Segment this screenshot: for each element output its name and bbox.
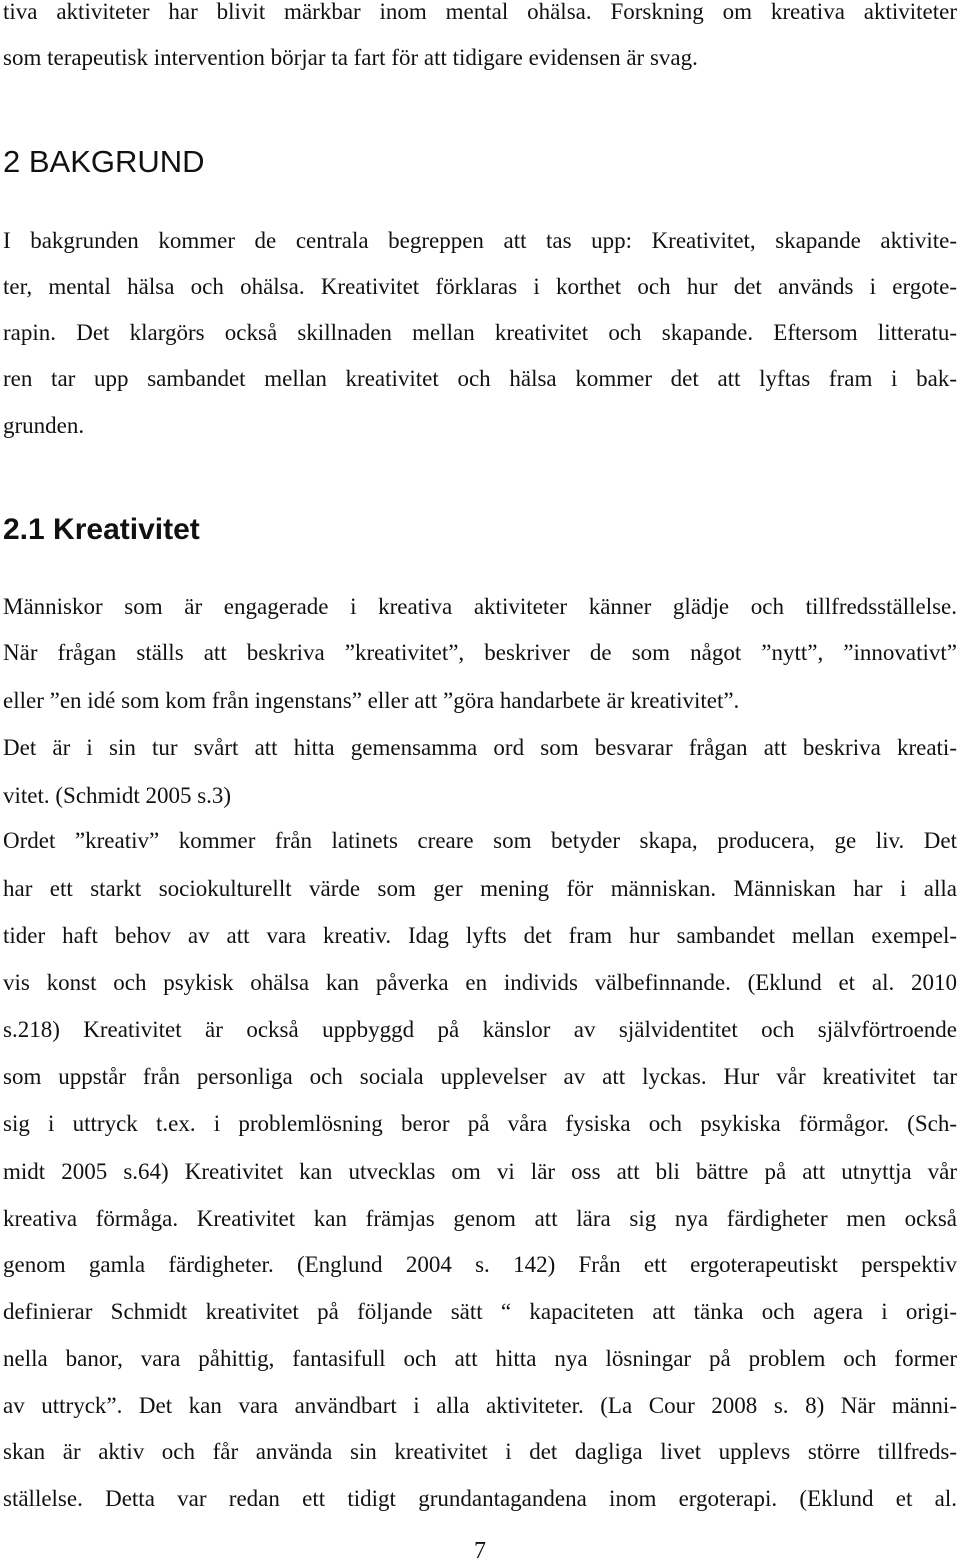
intro-line-2: som terapeutisk intervention börjar ta fart för att tidigare evidensen är svag.	[3, 45, 698, 70]
kreativitet-line-15: genom gamla färdigheter. (Englund 2004 s. 142) Från ett ergoterapeutiskt perspektiv	[3, 1252, 957, 1277]
kreativitet-line-16: definierar Schmidt kreativitet på följande sätt “ kapaciteten att tänka och agera i origi-	[3, 1299, 957, 1324]
kreativitet-line-7: har ett starkt sociokulturellt värde som ger mening för människan. Människan har i alla	[3, 876, 957, 901]
bakgrund-line-4: ren tar upp sambandet mellan kreativitet och hälsa kommer det att lyftas fram i bak-	[3, 366, 957, 391]
bakgrund-line-3: rapin. Det klargörs också skillnaden mellan kreativitet och skapande. Eftersom litteratu-	[3, 320, 957, 345]
kreativitet-line-17: nella banor, vara påhittig, fantasifull och att hitta nya lösningar på problem och former	[3, 1346, 957, 1371]
kreativitet-line-3: eller ”en idé som kom från ingenstans” eller att ”göra handarbete är kreativitet”.	[3, 688, 740, 713]
page-number: 7	[474, 1538, 486, 1564]
kreativitet-line-5: vitet. (Schmidt 2005 s.3)	[3, 783, 232, 808]
bakgrund-line-5: grunden.	[3, 413, 85, 438]
intro-line-1: tiva aktiviteter har blivit märkbar inom mental ohälsa. Forskning om kreativa aktiviteter	[3, 0, 957, 24]
section-heading-kreativitet: 2.1 Kreativitet	[3, 513, 200, 546]
kreativitet-line-1: Människor som är engagerade i kreativa aktiviteter känner glädje och tillfredsställelse.	[3, 594, 957, 619]
kreativitet-line-11: som uppstår från personliga och sociala upplevelser av att lyckas. Hur vår kreativitet tar	[3, 1064, 957, 1089]
kreativitet-line-9: vis konst och psykisk ohälsa kan påverka en individs välbefinnande. (Eklund et al. 2010	[3, 970, 957, 995]
bakgrund-line-2: ter, mental hälsa och ohälsa. Kreativitet förklaras i korthet och hur det används i ergote-	[3, 274, 957, 299]
kreativitet-line-14: kreativa förmåga. Kreativitet kan främjas genom att lära sig nya färdigheter men också	[3, 1206, 957, 1231]
bakgrund-line-1: I bakgrunden kommer de centrala begreppen att tas upp: Kreativitet, skapande aktivite-	[3, 228, 957, 253]
kreativitet-line-4: Det är i sin tur svårt att hitta gemensamma ord som besvarar frågan att beskriva kreati-	[3, 735, 957, 760]
kreativitet-line-19: skan är aktiv och får använda sin kreativitet i det dagliga livet upplevs större tillfreds-	[3, 1439, 957, 1464]
kreativitet-line-12: sig i uttryck t.ex. i problemlösning beror på våra fysiska och psykiska förmågor. (Sch-	[3, 1111, 957, 1136]
kreativitet-line-2: När frågan ställs att beskriva ”kreativitet”, beskriver de som något ”nytt”, ”innovativt”	[3, 640, 957, 665]
kreativitet-line-18: av uttryck”. Det kan vara användbart i alla aktiviteter. (La Cour 2008 s. 8) När männi-	[3, 1393, 957, 1418]
kreativitet-line-8: tider haft behov av att vara kreativ. Idag lyfts det fram hur sambandet mellan exempel-	[3, 923, 957, 948]
kreativitet-line-6: Ordet ”kreativ” kommer från latinets creare som betyder skapa, producera, ge liv. Det	[3, 828, 957, 853]
kreativitet-line-20: ställelse. Detta var redan ett tidigt grundantagandena inom ergoterapi. (Eklund et al.	[3, 1486, 957, 1511]
kreativitet-line-13: midt 2005 s.64) Kreativitet kan utvecklas om vi lär oss att bli bättre på att utnyttja vår	[3, 1159, 957, 1184]
kreativitet-line-10: s.218) Kreativitet är också uppbyggd på känslor av självidentitet och självförtroende	[3, 1017, 957, 1042]
section-heading-bakgrund: 2 BAKGRUND	[3, 144, 205, 179]
